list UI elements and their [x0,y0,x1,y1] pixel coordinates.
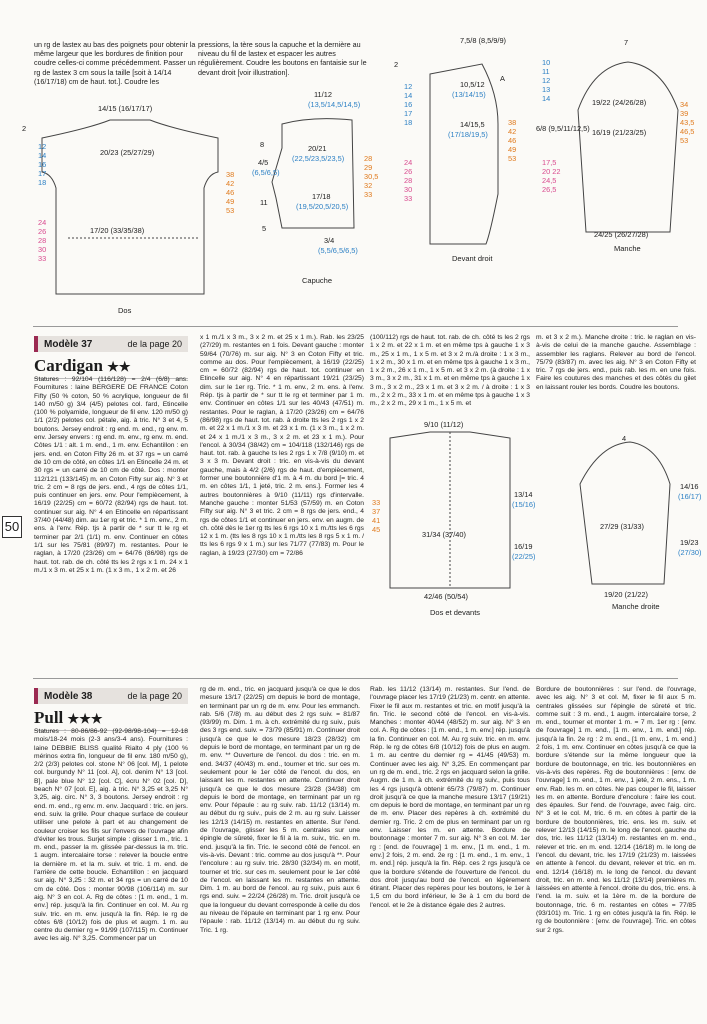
dd-r3: 16/19 [514,542,533,551]
dos-right-label: 38 42 46 49 53 [226,170,235,215]
page-number: 50 [2,516,22,538]
devant-c: (13/14/15) [452,90,486,99]
dos-mid-measure: 20/23 (25/27/29) [100,148,155,157]
dos-left-low: 24 26 28 30 33 [38,218,47,263]
capuche-caption: Capuche [302,276,333,285]
model37-column-4: m. et 3 x 2 m.). Manche droite : tric. le raglan en vis-à-vis de celui de la manche gauche. Assemblage : assembler les raglans. Relever au bord de l'encol. 75/79 (83/87) m. avec les aig. N° 3 en Coton Fifty et tric. 7 rgs de jers. end., puis rab. les m. en une fois. Faire les coutures des manches et des côtés du gilet en laissant rouler les bords. Coudre les boutons. [536,334,696,391]
manche-right: 34 39 43,5 46,5 53 [680,100,695,145]
model38-label: Modèle 38 [44,690,93,702]
capuche-f: (19,5/20,5/20,5) [296,202,349,211]
manche-bottom: 24/25 (26/27/28) [594,230,649,239]
dd-top: 9/10 (11/12) [424,420,464,429]
schematic-manche [536,36,696,262]
intro-paragraph-1: un rg de lastex au bas des poignets pour obtenir la même largeur que les bordures de finition pour coudre celles-ci comme précédemment. Passer un rg de lastex 3 cm sous la taille [soit à 14/14 (16/17/18) cm de haut. tot.]. Coudre les [34,40,196,86]
model38-stars: ★★★ [67,711,103,726]
devant-a: 7,5/8 (8,5/9/9) [460,36,507,45]
model38-column-4: Bordure de boutonnières : sur l'end. de l'ouvrage, avec les aig. N° 3 et col. M, fixer le fil aux 5 m. centrales glissées sur l'épingle de sûreté et tric. comme suit : 3 m. end., 1 augm. intercalaire torse, 2 m. end., tourner et monter 1 m. = 7 m. 1er rg : [env. de l'ouvrage] 1 m. end., [1 m. env., 1 m. end.] rép. jusqu'à la fin. 2e rg : 2 m. end., [1 m. env., 1 m. end.] 2 fois, 1 m. env. Continuer en côtes jusqu'à ce que la bordure s'étende sur la même longueur que la bordure de boutonnage, en tric. les boutonnières en vis-à-vis des repères. Rg de boutonnières : [env. de l'ouvrage] 1 m. end., 1 m. env., 1 jeté, 2 m. ens., 1 m. env. Rab. les m. en côtes. Ne pas couper le fil, laisser les m. en attente. Bordure d'encolure : faire les cout. des épaules. Sur l'end. de l'ouvrage, avec l'aig. circ. N° 3 et le col. M, tric. 6 m. en côtes à partir de la bordure de boutonnières, tric. ens. les m. suiv. et relever 12/13 (14/15) m. le long de l'encol. gauche du dos, tric. les 11/12 (13/14) m. restantes en m. end., relever et tric. en m. end. 12/14 (16/18) m. le long de l'encol. du devant, tric. les 17/19 (21/23) m. laissées en attente à l'encol. du devant, relever et tric. en m. end. 12/14 (16/18) m. le long de l'encol. du devant droit, tric. en m. end. les 11/12 (13/14) premières m. laissées en attente à l'encol. droite du dos, tric. ens. à l'end. la m. suiv. et la 1ère m. de la bordure de boutonnage, tric. 6 m. restantes en côtes = 77/85 (93/101) m. Tric. 1 rg en côtes jusqu'à la fin. Rép. le rg de boutonnière : [env. de l'ouvrage]. Tric. en côtes sur 2 rgs. [536,686,696,934]
devant-d: 14/15,5 [460,120,485,129]
dd-r4: (22/25) [512,552,536,561]
devant-top-left: 2 [394,60,399,69]
capuche-l2: 4/5 [258,158,269,167]
schematic-dos [20,98,250,318]
model37-label: Modèle 37 [44,338,93,350]
dd-left: 33 37 41 45 [372,498,381,534]
model38-column-1: Statures : 80-86/86-92 (92-98/98-104) = 12-18 mois/18-24 mois (2-3 ans/3-4 ans). Fournitures : laine DEBBIE BLISS qualité Rialto 4 ply (100 % mérinos extra fin, longueur de fil env. 180 m/50 g), 2/2 (2/3) pelotes col. stone N° 06 [col. M], 1 pelote col. burgundy N° 11 [col. A], col. denim N° 13 [col. B], pale blue N° 12 [col. C], écru N° 02 [col. D], beach N° 07 [col. E], aig. à tric. N° 3,25 et 3,25 N° 3,25, aig. circ. N° 3, 3 boutons. Jersey endroit : rg end. m. end., rg env. m. env. Jacquard : tric. en jers. end. suiv. la grille. Pour chaque surface de couleur utiliser une pelote à part et au changement de couleur croiser les fils sur l'envers de l'ouvrage afin d'éviter les trous. Surjet simple : glisser 1 m., tric. 1 m. end., passer la m. glissée par-dessus la m. tric. 1 augm. intercalaire torse : relever la boucle entre la dernière m. et la m. suiv. et tric. 1 m. end. de l'arrière de cette boucle. Echantillon : en jacquard sur aig. N° 3,25 : 32 m. et 34 rgs = un carré de 10 cm de côté. Dos : monter 90/98 (106/114) m. sur aig. N° 3 en col. A. Rg de côtes : [1 m. end., 1 m. env.] rép. jusqu'à la fin. Continuer en col. M. Au rg suiv. tric. en m. env. jusqu'à la fin. Rép. le rg de côtes 6/8 (10/12) fois de plus et augm. 1 m. au centre du dernier rg = 91/99 (107/115) m. Continuer avec les aig. N° 3,25. Commencer par un [34,728,188,943]
devant-left-low: 24 26 28 30 33 [404,158,413,203]
capuche-g: 3/4 [324,236,335,245]
capuche-right: 28 29 30,5 32 33 [364,154,379,199]
model38-ref: de la page 20 [127,691,182,701]
capuche-c: 20/21 [308,144,327,153]
model37-column-1: Statures : 92/104 (116/128) = 2/4 (6/8) ans. Fournitures : laine BERGERE DE FRANCE Coton Fifty (50 % coton, 50 % acrylique, longueur de fil 140 m/50 g) 3/4 (4/5) pelotes col. fard, Etincelle (100 % polyamide, longueur de fil env. 120 m/50 g) 1/1 (2/2) pelotes col. pétale, aig. à tric. N° 3 et 4, 5 boutons. Jersey endroit : rg end. m. end., rg env. m. env. Jersey envers : rg end. m. env., rg env. m. end. Côtes 1/1 : alt. 1 m. end., 1 m. env. Echantillon : en jers. end. en Coton Fifty 26 m. et 37 rgs = un carré de 10 cm de côté, en côtes 1/1 en Etincelle 24 m. et 30 rgs = un carré de 10 cm de côté. Dos : monter 112/121 (133/145) m. en Coton Fifty sur aig. N° 3 et tric. 2 cm = 8 rgs de jers. end., 4 rgs de côtes 1/1, puis continuer en jers. env. Pour l'empiècement, à 16/19 (22/25) cm = 60/72 (82/94) rgs de haut. tot. continuer sur aig. N° 4 en Etincelle en répartissant 37/40 (44/48) dim. au 1er rg et tric. * 1 m. env., 2 m. ens. à l'env. Rép. tjs à partir de * sur tt le rg et terminer par 2/1 (1/1) m. env. Continuer en côtes 1/1 sur les 75/81 (89/97) m. restantes. Pour le raglan, à 17/20 (23/26) cm = 64/76 (86/98) rgs de haut. tot. rab. de ch. côté tts les 2 rgs x 1 m. 24 x 1 m./1 x 3 m. et 25 x 1 m. (1 x 3 m., 1 x 2 m. et 26 [34,376,188,574]
model38-header [34,688,188,731]
capuche-e: 17/18 [312,192,331,201]
capuche-l3: (6,5/6,5) [252,168,280,177]
devant-outline [390,34,526,274]
md-top: 4 [622,434,627,443]
devant-caption: Devant droit [452,254,493,263]
dos-bottom-measure: 17/20 (33/35/38) [90,226,145,235]
model37-title-row [34,356,188,376]
dos-top-measure: 14/15 (16/17/17) [98,104,153,113]
capuche-l5: 5 [262,224,267,233]
md-r2: (27/30) [678,548,702,557]
dd-r2: (15/16) [512,500,536,509]
diagram-manche-droite [540,434,700,620]
manche-left-mid: 6/8 (9,5/11/12,5) [536,124,590,133]
md-mid: 27/29 (31/33) [600,522,644,531]
manche-top: 7 [624,38,629,47]
model37-stars: ★★ [107,359,131,374]
dos-devants-outline [370,418,530,618]
manche-outline [536,36,696,262]
divider-mid [33,678,678,679]
model38-head-bar [34,688,188,704]
model38-title-row [34,708,188,728]
md-r1: 19/23 [680,538,699,547]
model37-column-2: x 1 m./1 x 3 m., 3 x 2 m. et 25 x 1 m.). Rab. les 23/25 (27/29) m. restantes en 1 fois. Devant gauche : monter 59/64 (70/76) m. sur aig. N° 3 en Coton Fifty et tric. comme au dos. Pour l'empiècement, à 16/19 (22/25) cm = 60/72 (82/94) rgs de haut. tot. continuer en Etincelle sur aig. N° 4 en répartissant 19/21 (23/25) dim. sur le 1er rg. Tric. * 1 m. env., 2 m. ens. à l'env. Rép. tjs à partir de * sur tt le rg et terminer par 1 m. env. Continuer en côtes 1/1 sur les 40/43 (47/51) m. restantes. Pour le raglan, à 17/20 (23/26) cm = 64/76 (86/98) rgs de haut. tot. rab. à droite tts les 2 rgs 1 x 2 m. et 22 x 1 m./1 x 3 m. et 23 x 1 m. (1 x 3 m., 1 x 2 m. et 24 x 1 m./1 x 3 m., 3 x 2 m. et 23 x 1 m.). Pour l'encol. à 30/34 (38/42) cm = 104/118 (132/146) rgs de haut. tot. rab. à gauche ts les 2 rgs 1 x 7/8 (9/10) m. et 3 x 3 m. Devant droit : tric. en vis-à-vis du devant gauche, mais à 4/2 (2/6) rgs de haut. d'empiècement, former une boutonnière d'1 m. à 4 m. du bord [= tric. 4 m. en côtes 1/1, 1 jeté, tric. 2 m. ens.]. Former les 4 autres boutonnières à 9/10 (11/11) rgs d'intervalle. Manche gauche : monter 51/53 (57/59) m. en Coton Fifty sur aig. N° 3 et tric. 2 cm = 8 rgs de jers. end., 4 rgs de côtes 1/1 et continuer en jers. env. en augm. de ch. côté dès le 1er rg tts les 6 rgs 10 x 1 m./tts les 6 rgs 12 x 1 m. (tts les 8 rgs 10 x 1 m./tts les 8 rgs 5 x 1 m. / tts les 6 rgs 9 x 1 m.) sur les 71/77 (77/83) m. Pour le raglan, à 19/23 (27/30) cm = 72/86 [200,334,364,557]
model38-column-3: Rab. les 11/12 (13/14) m. restantes. Sur l'end. de l'ouvrage placer les 17/19 (21/23) m. centr. en attente. Fixer le fil aux m. restantes et tric. en motif jusqu'à la fin. Tric. le second côté de l'encol. en vis-à-vis. Manches : monter 40/44 (48/52) m. sur aig. N° 3 en col. A. Rg de côtes : [1 m. end., 1 m. env.] rép. jusqu'à la fin. Continuer en col. M. Au rg suiv. tric. en m. env. Rép. le rg de côtes 6/8 (10/12) fois de plus en augm. 1 m. au centre du dernier rg = 41/45 (49/53) m. Continuer avec les aig. N° 3,25. En commençant par un rg de m. end., tric. 2 rgs en jacquard selon la grille. Augm. de 1 m. à ch. extrémité du rg suiv., puis tous les 4 rgs jusqu'à obtenir 65/73 (79/87) m. Continuer droit jusqu'à ce que la manche mesure 13/17 (19/21) cm depuis le bord de montage, en terminant par un rg de m. env. Placer des repères à ch. extrémité du dernier rg. Tric. 2 cm de plus en terminant par un rg env. Laisser les m. en attente. Bordure de boutonnage : monter 7 m. sur aig. N° 3 en col. M. 1er rg : [end. de l'ouvrage] 1 m. env., [1 m. end., 1 m. env.] 2 fois, 2 m. end. 2e rg : [1 m. end., 1 m. env., 1 m. end.] rép. jusqu'à la fin. Rép. ces 2 rgs jusqu'à ce que la bordure s'étende de l'ouverture de l'encol. du dos droit jusqu'au bord de l'encol. en légèrement étirant. Placer des repères pour les boutons, le 1er à 1,5 cm du bord inférieur, le 3e à 1 cm du bord de l'encol. et le 2e à distance égale des 2 autres. [370,686,530,909]
schematic-capuche [252,88,382,298]
dos-left-top: 2 [22,124,27,133]
manche-caption: Manche [614,244,641,253]
dd-caption: Dos et devants [430,608,481,617]
model38-column-2: rg de m. end., tric. en jacquard jusqu'à ce que le dos mesure 13/17 (22/25) cm depuis le bord de montage, en terminant par un rg de m. env. Pour les emmanch. rab. 5/6 (7/8) m. au début des 2 rgs suiv. = 81/87 (93/99) m. Dim. 1 m. à ch. extrémité du rg suiv., puis des 3 rgs end. suiv. = 73/79 (85/91) m. Continuer droit jusqu'à ce que le dos mesure 18/23 (28/32) cm depuis le bord de montage, en terminant par un rg de m. env. ** Ouverture de l'encol. du dos : tric. en m. end. 34/37 (40/43) m. end., tourner et tric. sur ces m. seulement pour le 1er côté de l'encol. du dos, en laissant les m. restantes en attente. Continuer droit jusqu'à ce que le dos mesure 23/28 (34/38) cm depuis le bord de montage, en terminant par un rg env. Pour l'épaule : au rg suiv. rab. 11/12 (13/14) m. au début du rg suiv., puis de 2 m. au rg suiv. Laisser les 12/13 (14/15) m. restantes en attente. Sur l'end. de l'ouvrage, glisser les 5 m. centrales sur une épingle de sûreté, fixer le fil à la m. suiv., tric. en m. end. jusqu'à la fin. Tric. le second côté de l'encol. en vis-à-vis. Devant : tric. comme au dos jusqu'à **. Pour l'encolure : au rg suiv. tric. 28/30 (32/34) m. en motif, tourner et tric. sur ces m. seulement pour le 1er côté de l'encol. en laissant les m. restantes en attente. Dim. 1 m. au bord de l'encol. au rg suiv., puis aux 6 rgs end. suiv. = 22/24 (26/28) m. Tric. droit jusqu'à ce que la longueur du devant corresponde à celle du dos au niveau de l'épaule en terminant par 1 rg env. Pour l'épaule : rab. 11/12 (13/14) m. au début du rg suiv. Tric. 1 rg. [200,686,360,934]
dd-r1: 13/14 [514,490,533,499]
manche-b: 16/19 (21/23/25) [592,128,647,137]
manche-left-top: 10 11 12 13 14 [542,58,551,103]
capuche-a: 11/12 [314,90,332,99]
capuche-l1: 8 [260,140,265,149]
capuche-d: (22,5/23,5/23,5) [292,154,345,163]
model37-head-bar [34,336,188,352]
md-bottom: 19/20 (21/22) [604,590,648,599]
devant-b: 10,5/12 [460,80,485,89]
devant-point: A [500,74,505,83]
model37-ref: de la page 20 [127,339,182,349]
model37-column-3: (100/112) rgs de haut. tot. rab. de ch. côté ts les 2 rgs 1 x 2 m. et 22 x 1 m. et en même tps à gauche 1 x 3 m., 25 x 1 m., 1 x 5 m. et 3 x 2 m./à droite : 1 x 3 m., 1 x 2 m., 30 x 1 m. et en même tps à gauche 1 x 3 m., 1 x 2 m., 26 x 1 m., 1 x 5 m. et 3 x 2 m. (à droite : 1 x 3 m., 3 x 2 m., 31 x 1 m. et en même tps à gauche 1 x 3 m., 3 x 2 m., 23 x 1 m. et 3 x 2 m. / à droite : 1 x 3 m., 2 x 2 m., 33 x 1 m. et en même tps à gauche 1 x 3 m., 2 x 2 m., 29 x 1 m., 1 x 5 m. et [370,334,530,408]
md-a: 14/16 [680,482,699,491]
capuche-h: (5,5/6,5/6,5) [318,246,358,255]
md-caption: Manche droite [612,602,660,611]
devant-e: (17/18/19,5) [448,130,488,139]
model38-title: Pull [34,708,64,727]
devant-right: 38 42 46 49 53 [508,118,517,163]
manche-a: 19/22 (24/26/28) [592,98,647,107]
intro-paragraph-2: pressions, la tère sous la capuche et la dernière au niveau du fil de lastex et espacer les autres régulièrement. Coudre les boutons en fantaisie sur le devant droit [voir illustration]. [198,40,367,77]
capuche-l4: 11 [260,198,268,207]
dos-caption: Dos [118,306,132,315]
schematic-devant [390,34,526,274]
md-b: (16/17) [678,492,702,501]
capuche-b: (13,5/14,5/14,5) [308,100,361,109]
divider-top [33,326,678,327]
devant-left: 12 14 16 17 18 [404,82,413,127]
model37-title: Cardigan [34,356,103,375]
dos-outline [20,98,250,318]
diagram-dos-devants [370,418,536,618]
dos-left-label: 12 14 16 17 18 [38,142,47,187]
model37-header [34,336,188,379]
manche-left-low: 17,5 20 22 24,5 26,5 [542,158,561,194]
dd-bottom: 42/46 (50/54) [424,592,468,601]
dd-mid: 31/34 (37/40) [422,530,466,539]
